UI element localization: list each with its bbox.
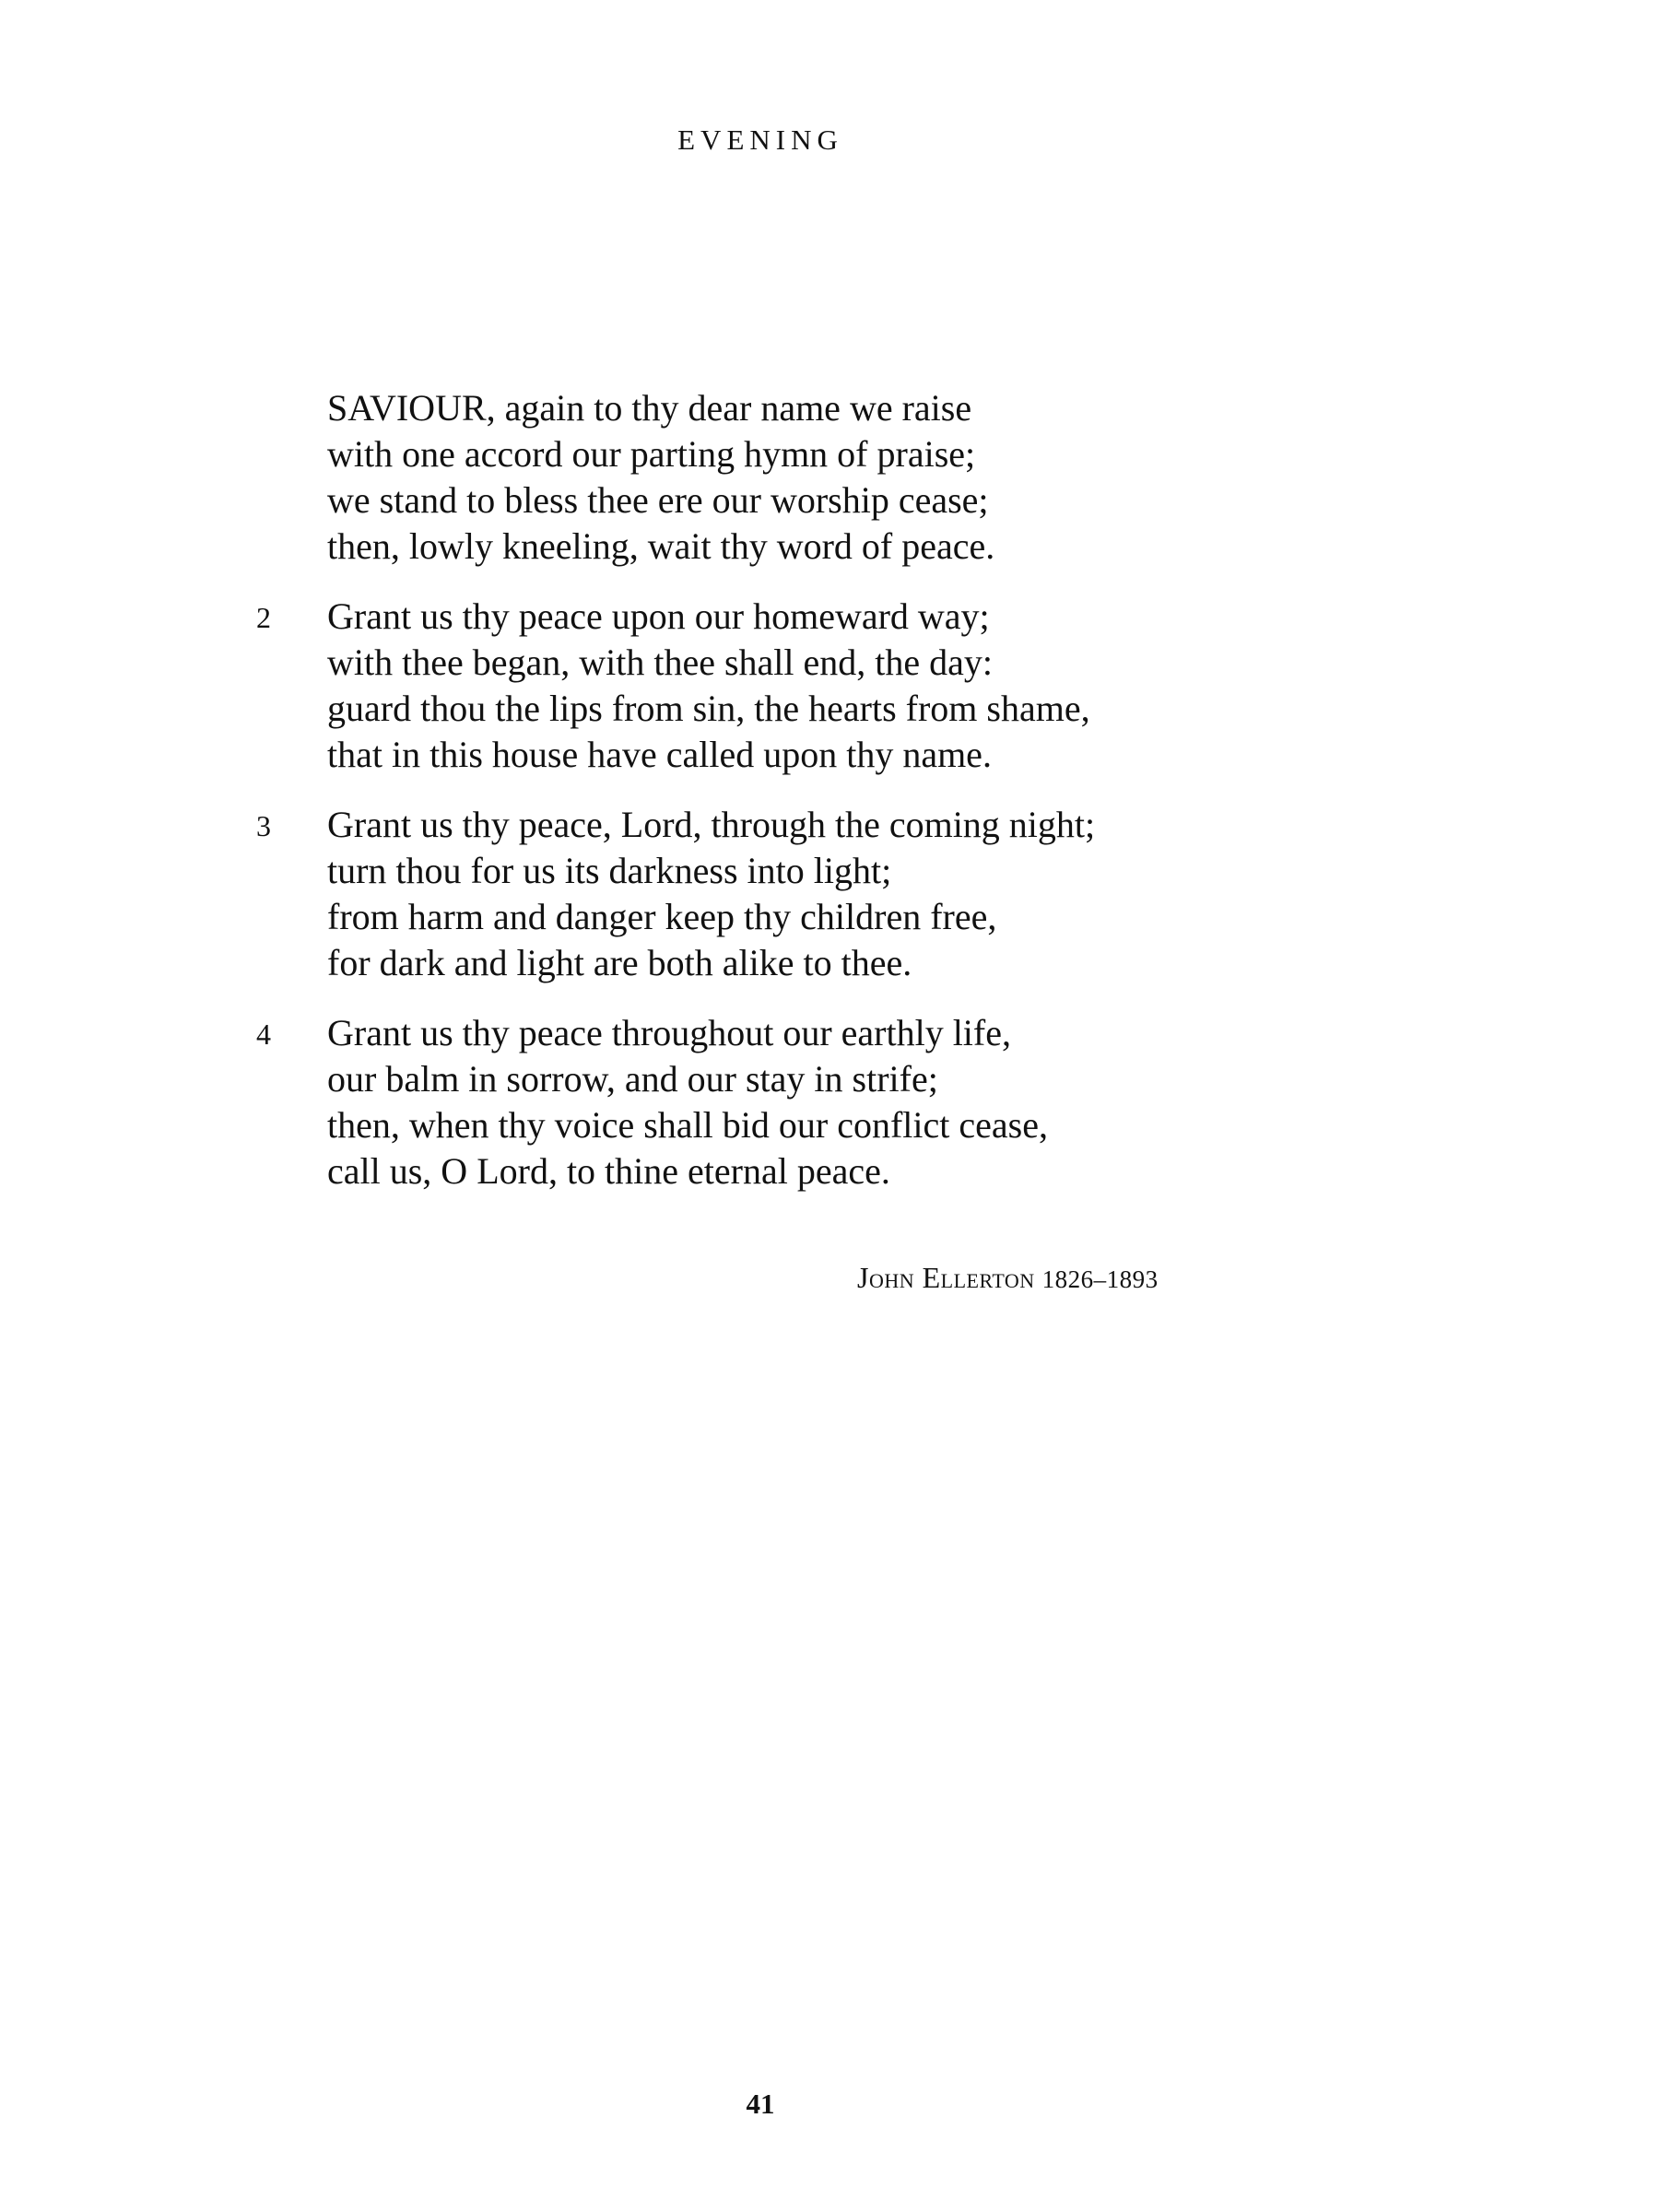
verse-2 [256, 594, 1316, 778]
verse-line: that in this house have called upon thy name. [327, 734, 992, 775]
verse-3 [256, 802, 1316, 986]
running-title: EVENING [677, 124, 843, 156]
author-dates: 1826–1893 [1041, 1265, 1159, 1293]
verse-line: with one accord our parting hymn of praise; [327, 433, 976, 475]
verse-line: from harm and danger keep thy children free, [327, 896, 997, 937]
verse-line: then, lowly kneeling, wait thy word of peace. [327, 525, 995, 567]
verse-line: for dark and light are both alike to thee. [327, 942, 912, 983]
verse-line: turn thou for us its darkness into light; [327, 850, 892, 891]
verse-number: 4 [256, 1018, 271, 1051]
verse-number: 2 [256, 601, 271, 634]
verse-first-word: SAVIOUR, [327, 387, 496, 429]
verse-lines [327, 385, 1316, 570]
verse-line: we stand to bless thee ere our worship cease; [327, 479, 989, 521]
verse-line [327, 385, 1316, 431]
verse-line: call us, O Lord, to thine eternal peace. [327, 1150, 890, 1192]
verse-line: guard thou the lips from sin, the hearts from shame, [327, 688, 1090, 729]
author-name: John Ellerton [857, 1261, 1035, 1294]
verse-line: Grant us thy peace, Lord, through the coming night; [327, 804, 1096, 845]
verse-lines [327, 594, 1316, 778]
page-number: 41 [746, 2088, 775, 2120]
author-attribution [857, 1261, 1159, 1295]
verse-1 [256, 385, 1316, 570]
verse-line-text: again to thy dear name we raise [495, 387, 972, 429]
verse-4 [256, 1010, 1316, 1194]
verse-line: Grant us thy peace throughout our earthly life, [327, 1012, 1011, 1053]
verse-number: 3 [256, 809, 271, 842]
verse-lines [327, 802, 1316, 986]
verse-line: our balm in sorrow, and our stay in strife; [327, 1058, 938, 1100]
verse-lines [327, 1010, 1316, 1194]
hymn-text [256, 385, 1316, 1218]
verse-line: then, when thy voice shall bid our conflict cease, [327, 1104, 1048, 1146]
verse-line: with thee began, with thee shall end, the day: [327, 641, 994, 683]
verse-line: Grant us thy peace upon our homeward way; [327, 595, 990, 637]
